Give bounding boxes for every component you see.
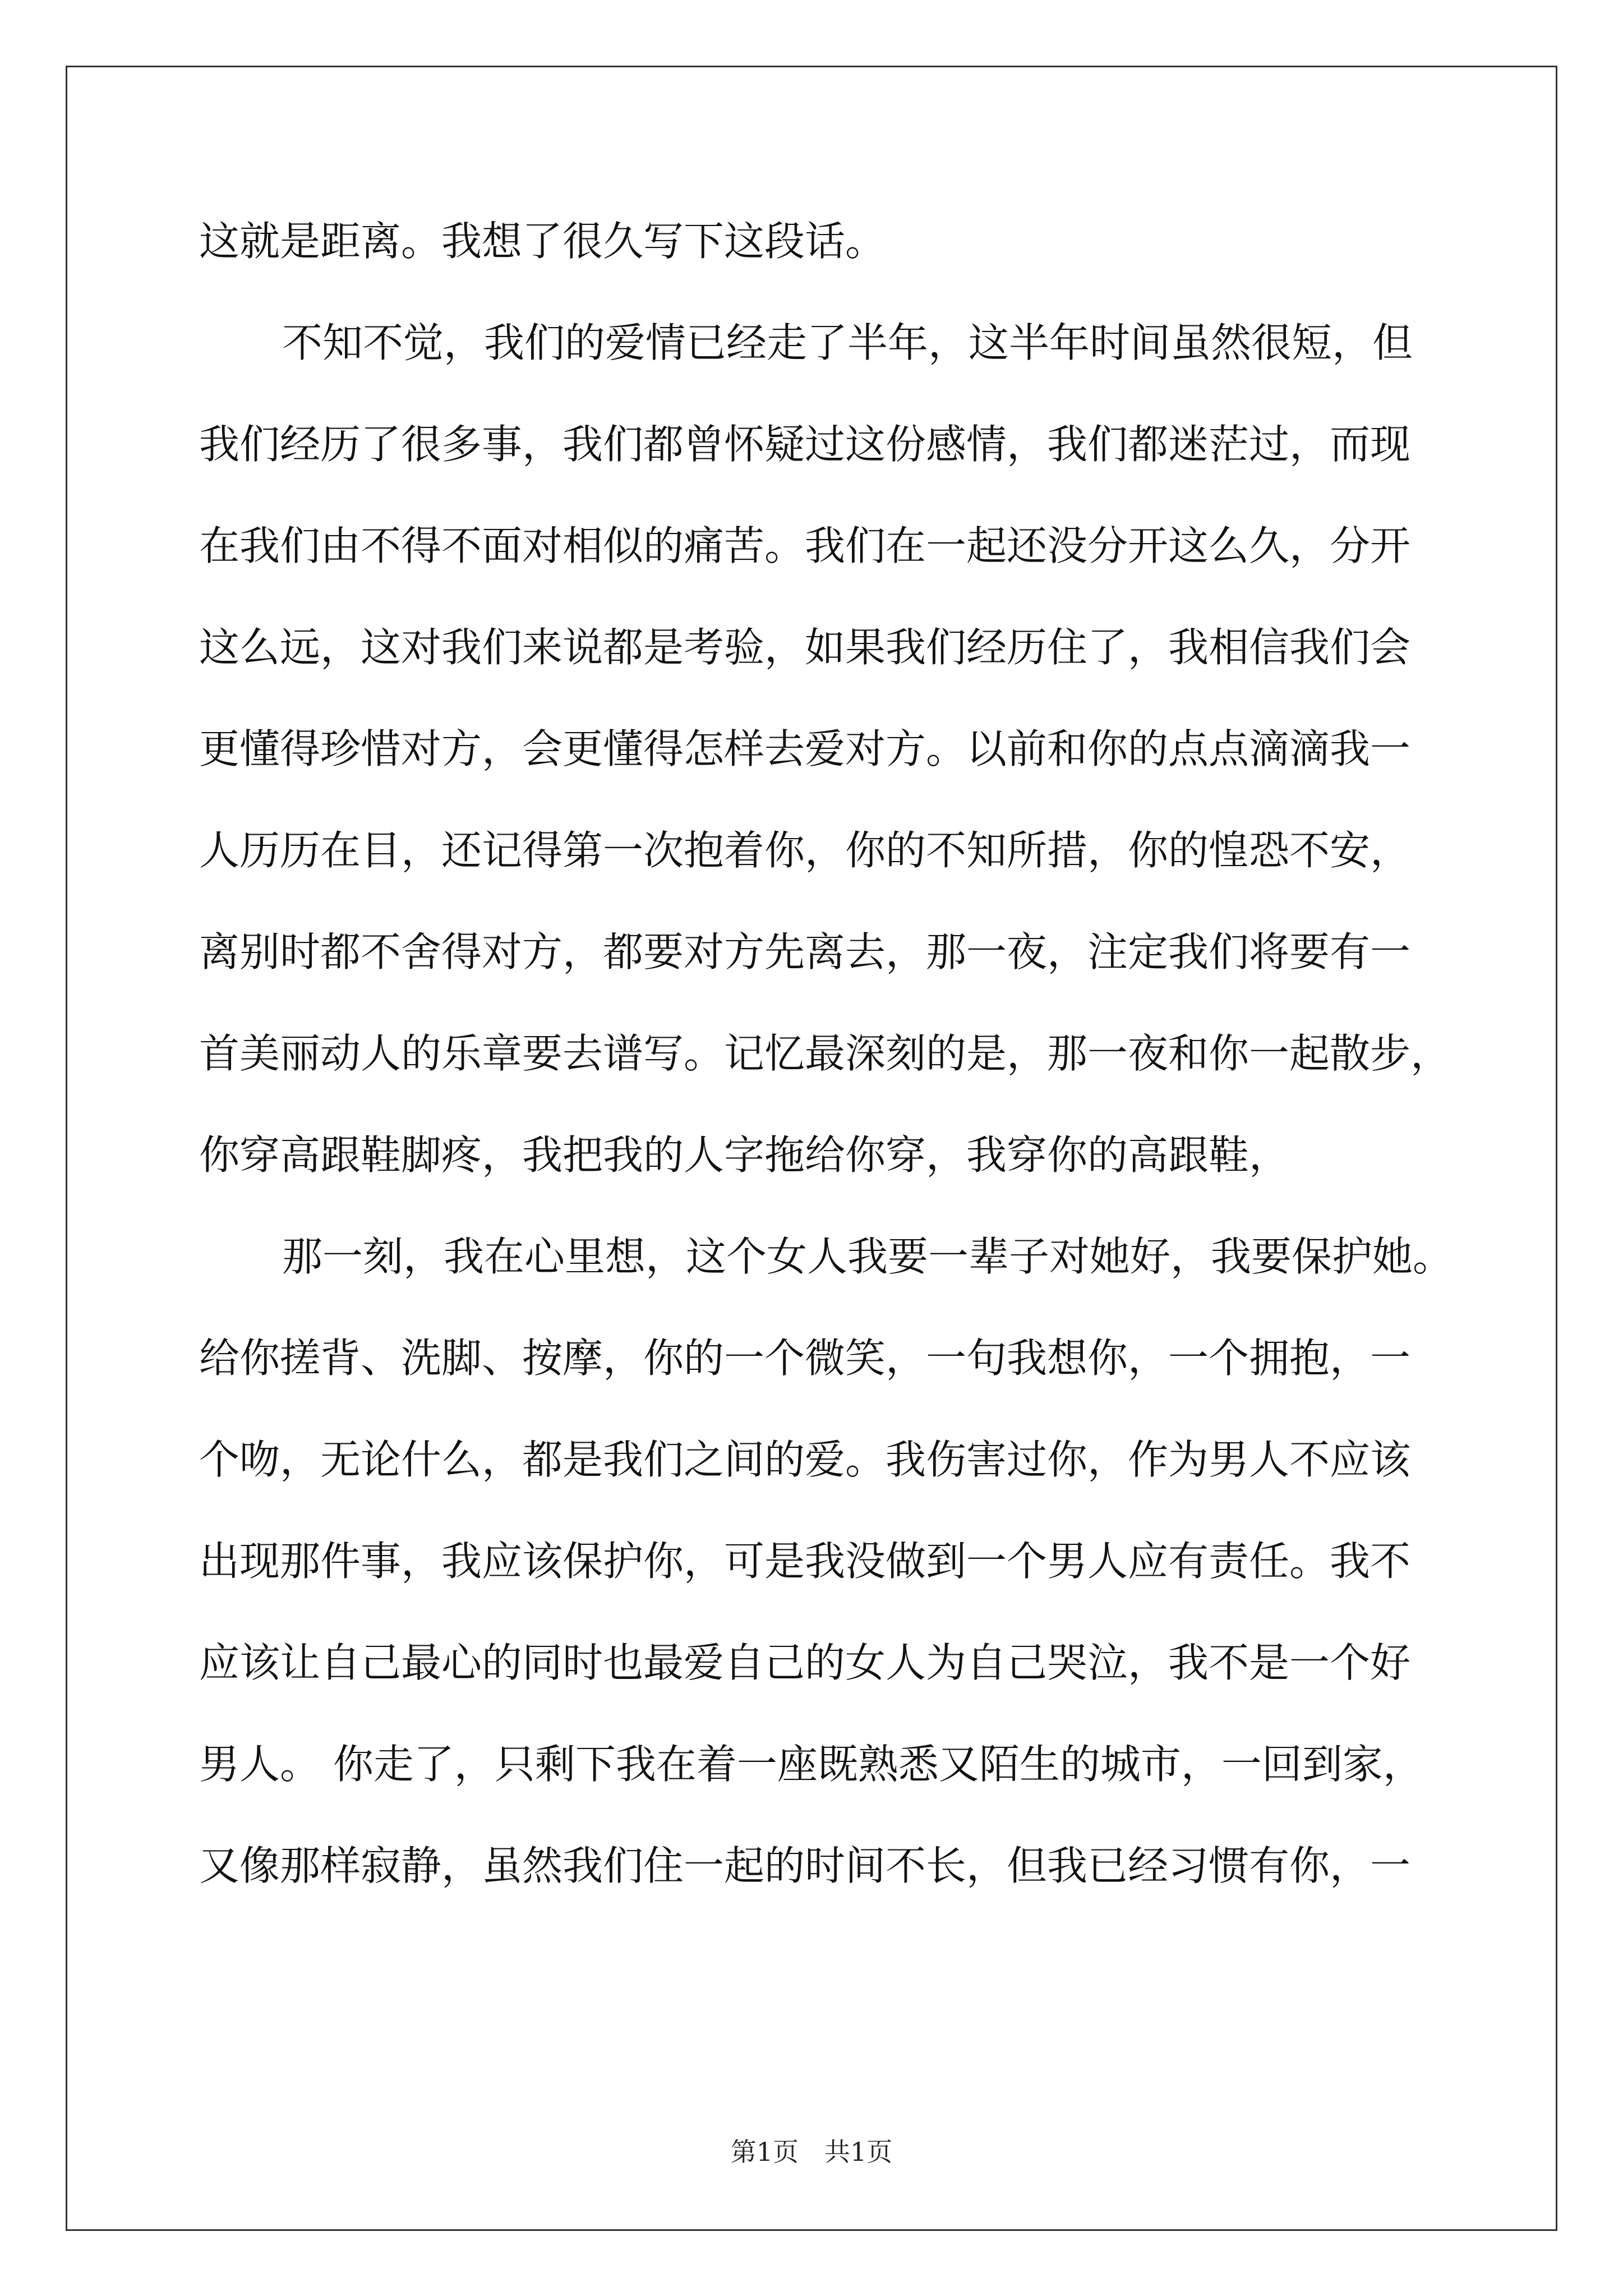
text-line: 应该让自己最心的同时也最爱自己的女人为自己哭泣，我不是一个好 [199, 1639, 1411, 1686]
text-line: 出现那件事，我应该保护你，可是我没做到一个男人应有责任。我不 [199, 1538, 1411, 1585]
text-line: 人历历在目，还记得第一次抱着你，你的不知所措，你的惶恐不安， [199, 827, 1411, 874]
paragraph-start-line: 那一刻，我在心里想，这个女人我要一辈子对她好，我要保护她。 [282, 1233, 1454, 1280]
text-line: 给你搓背、洗脚、按摩，你的一个微笑，一句我想你，一个拥抱，一 [199, 1335, 1411, 1382]
document-body [199, 191, 1454, 1917]
text-line: 在我们由不得不面对相似的痛苦。我们在一起还没分开这么久，分开 [199, 522, 1411, 569]
text-line: 这么远，这对我们来说都是考验，如果我们经历住了，我相信我们会 [199, 624, 1411, 671]
paragraph-start-line: 不知不觉，我们的爱情已经走了半年，这半年时间虽然很短，但 [282, 319, 1413, 366]
text-line: 离别时都不舍得对方，都要对方先离去，那一夜，注定我们将要有一 [199, 928, 1411, 976]
text-line: 男人。 你走了，只剩下我在着一座既熟悉又陌生的城市，一回到家， [199, 1741, 1423, 1788]
text-line: 这就是距离。我想了很久写下这段话。 [199, 218, 886, 265]
text-line: 更懂得珍惜对方，会更懂得怎样去爱对方。以前和你的点点滴滴我一 [199, 725, 1411, 772]
text-line: 你穿高跟鞋脚疼，我把我的人字拖给你穿，我穿你的高跟鞋， [199, 1131, 1290, 1179]
text-line: 我们经历了很多事，我们都曾怀疑过这份感情，我们都迷茫过，而现 [199, 421, 1411, 468]
text-line: 又像那样寂静，虽然我们住一起的时间不长，但我已经习惯有你，一 [199, 1842, 1411, 1889]
text-line: 首美丽动人的乐章要去谱写。记忆最深刻的是，那一夜和你一起散步， [199, 1030, 1451, 1077]
text-line: 个吻，无论什么，都是我们之间的爱。我伤害过你，作为男人不应该 [199, 1436, 1411, 1483]
page-footer: 第1页 共1页 [730, 2137, 893, 2167]
